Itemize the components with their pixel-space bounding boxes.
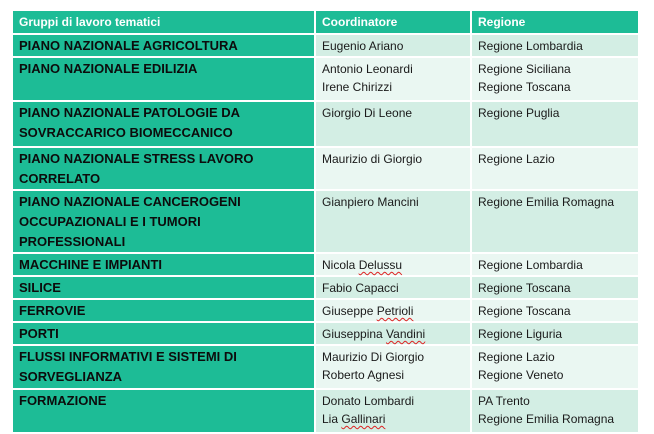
group-name-cell [13,57,315,101]
group-name: PIANO NAZIONALE EDILIZIA [19,61,198,76]
region-name: Regione Lazio [478,152,555,166]
group-name: PIANO NAZIONALE CANCEROGENI OCCUPAZIONALI E I TUMORI PROFESSIONALI [19,194,241,249]
coordinator-cell [315,57,471,101]
group-name-cell [13,253,315,276]
group-name: FLUSSI INFORMATIVI E SISTEMI DI SORVEGLIANZA [19,349,237,384]
group-name-cell [13,389,315,433]
table-row [13,101,639,147]
table-row [13,389,639,433]
region-cell [471,57,639,101]
region-name: Regione Lazio [478,350,555,364]
group-name-cell [13,190,315,253]
table-row [13,322,639,345]
group-name: FORMAZIONE [19,393,107,408]
header-group: Gruppi di lavoro tematici [13,11,315,34]
group-name: PORTI [19,326,59,341]
header-row [13,11,639,34]
coordinator-name: Roberto Agnesi [322,368,405,382]
table-row [13,345,639,389]
coordinator-name: Donato Lombardi [322,394,415,408]
region-cell [471,299,639,322]
region-name: Regione Siciliana [478,62,571,76]
region-cell [471,253,639,276]
table-row [13,190,639,253]
coordinator-name: Maurizio di Giorgio [322,152,423,166]
region-name: Regione Toscana [478,80,571,94]
table-row [13,57,639,101]
group-name: PIANO NAZIONALE PATOLOGIE DA SOVRACCARICO BIOMECCANICO [19,105,240,140]
group-name-cell [13,34,315,57]
group-name: PIANO NAZIONALE STRESS LAVORO CORRELATO [19,151,254,186]
coordinator-name: Gianpiero Mancini [322,195,419,209]
group-name-cell [13,101,315,147]
working-groups-table [13,11,640,434]
group-name: SILICE [19,280,61,295]
coordinator-name: Irene Chirizzi [322,80,393,94]
region-cell [471,345,639,389]
coordinator-cell [315,299,471,322]
table-row [13,34,639,57]
coordinator-name: Giuseppina Vandini [322,327,426,341]
header-coordinator: Coordinatore [315,11,471,34]
region-cell [471,322,639,345]
region-cell [471,389,639,433]
coordinator-cell [315,253,471,276]
coordinator-cell [315,190,471,253]
coordinator-cell [315,147,471,190]
coordinator-name: Lia Gallinari [322,412,386,426]
group-name: MACCHINE E IMPIANTI [19,257,162,272]
region-cell [471,34,639,57]
coordinator-name: Antonio Leonardi [322,62,413,76]
table-row [13,276,639,299]
group-name-cell [13,345,315,389]
coordinator-cell [315,276,471,299]
region-name: Regione Liguria [478,327,563,341]
group-name-cell [13,147,315,190]
region-name: Regione Veneto [478,368,564,382]
coordinator-cell [315,101,471,147]
coordinator-cell [315,389,471,433]
coordinator-cell [315,34,471,57]
coordinator-name: Giorgio Di Leone [322,106,413,120]
coordinator-name: Maurizio Di Giorgio [322,350,425,364]
coordinator-name: Eugenio Ariano [322,39,404,53]
region-name: Regione Emilia Romagna [478,412,615,426]
region-cell [471,147,639,190]
table-row [13,253,639,276]
region-name: Regione Emilia Romagna [478,195,615,209]
coordinator-cell [315,345,471,389]
table-row [13,299,639,322]
group-name: FERROVIE [19,303,86,318]
coordinator-name: Giuseppe Petrioli [322,304,414,318]
region-name: Regione Toscana [478,281,571,295]
header-region: Regione [471,11,639,34]
region-name: Regione Lombardia [478,39,583,53]
group-name-cell [13,322,315,345]
region-name: Regione Lombardia [478,258,583,272]
coordinator-name: Fabio Capacci [322,281,399,295]
region-cell [471,276,639,299]
group-name-cell [13,276,315,299]
coordinator-name: Nicola Delussu [322,258,403,272]
group-name: PIANO NAZIONALE AGRICOLTURA [19,38,238,53]
region-cell [471,101,639,147]
table-row [13,147,639,190]
region-name: Regione Toscana [478,304,571,318]
region-cell [471,190,639,253]
coordinator-cell [315,322,471,345]
region-name: PA Trento [478,394,530,408]
region-name: Regione Puglia [478,106,560,120]
group-name-cell [13,299,315,322]
